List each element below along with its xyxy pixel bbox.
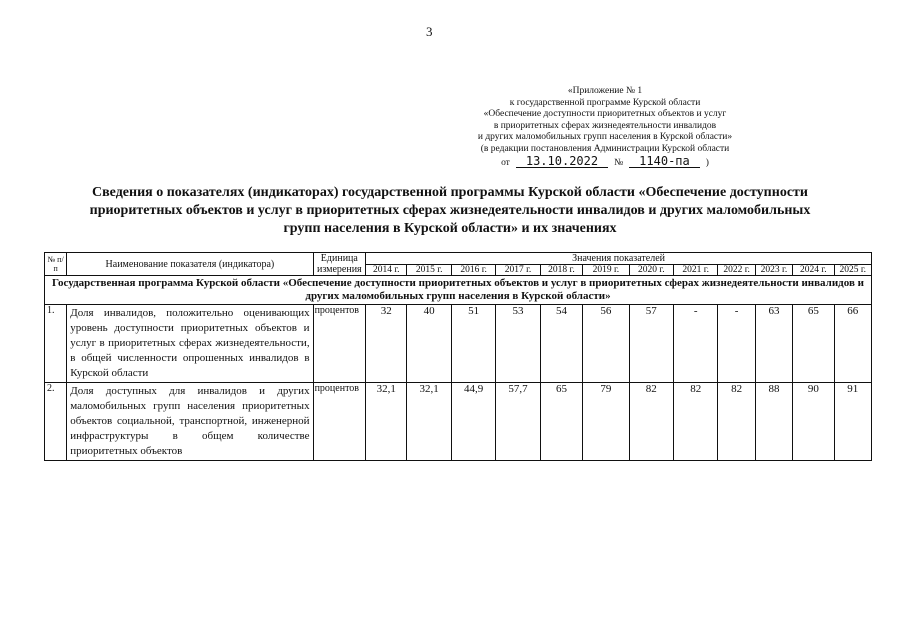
- year-header: 2025 г.: [834, 265, 871, 276]
- page-number: 3: [426, 24, 433, 39]
- indicator-unit: процентов: [313, 383, 366, 461]
- appendix-line: в приоритетных сферах жизнедеятельности инвалидов: [493, 120, 717, 131]
- indicator-value: 32,1: [366, 383, 407, 461]
- year-header: 2014 г.: [366, 265, 407, 276]
- table-row: [45, 305, 872, 383]
- indicator-value: -: [674, 305, 718, 383]
- year-header: 2017 г.: [496, 265, 540, 276]
- resolution-date: 13.10.2022: [516, 155, 608, 168]
- indicator-unit: процентов: [313, 305, 366, 383]
- indicator-value: 65: [793, 305, 834, 383]
- appendix-line: и других маломобильных групп населения в Курской области»: [477, 132, 733, 142]
- title-line: Сведения о показателях (индикаторах) государственной программы Курской области «Обеспечение доступности: [92, 185, 808, 200]
- title-line: групп населения в Курской области» и их значениях: [283, 221, 617, 236]
- resolution-date-line: [440, 155, 770, 170]
- col-header-name: Наименование показателя (индикатора): [67, 253, 313, 276]
- year-header: 2023 г.: [755, 265, 792, 276]
- appendix-block: [440, 86, 770, 170]
- indicator-value: 53: [496, 305, 540, 383]
- year-header: 2020 г.: [629, 265, 673, 276]
- appendix-line: (в редакции постановления Администрации Курской области: [480, 143, 730, 154]
- year-header: 2021 г.: [674, 265, 718, 276]
- date-prefix: от: [501, 158, 510, 168]
- col-header-unit: Единица измерения: [313, 253, 366, 276]
- appendix-line: к государственной программе Курской области: [509, 97, 701, 108]
- row-number: 2.: [45, 383, 67, 461]
- resolution-number: 1140-па: [629, 155, 700, 168]
- document-title: [30, 184, 870, 238]
- indicator-value: 32,1: [407, 383, 451, 461]
- indicator-value: 32: [366, 305, 407, 383]
- indicator-value: 57: [629, 305, 673, 383]
- year-header: 2018 г.: [540, 265, 582, 276]
- indicator-name: Доля инвалидов, положительно оценивающих уровень доступности приоритетных объектов и услуг в приоритетных сферах жизнедеятельности, в общей численности опрошенных инвалидов в Курской области: [67, 305, 313, 383]
- indicator-value: 88: [755, 383, 792, 461]
- indicator-value: 57,7: [496, 383, 540, 461]
- indicators-table: [44, 252, 872, 461]
- row-number: 1.: [45, 305, 67, 383]
- col-header-number: № п/п: [45, 253, 67, 276]
- year-header: 2015 г.: [407, 265, 451, 276]
- indicator-value: 90: [793, 383, 834, 461]
- indicator-value: 44,9: [451, 383, 495, 461]
- indicator-name: Доля доступных для инвалидов и других маломобильных групп населения приоритетных объектов социальной, транспортной, инженерной инфраструктуры в общем количестве приоритетных объектов: [67, 383, 313, 461]
- appendix-line: «Приложение № 1: [567, 86, 643, 96]
- indicator-value: 82: [674, 383, 718, 461]
- indicator-value: 65: [540, 383, 582, 461]
- indicator-value: 51: [451, 305, 495, 383]
- indicator-value: 91: [834, 383, 871, 461]
- table-row: [45, 383, 872, 461]
- year-header: 2022 г.: [718, 265, 755, 276]
- year-header: 2016 г.: [451, 265, 495, 276]
- indicator-value: -: [718, 305, 755, 383]
- year-header: 2024 г.: [793, 265, 834, 276]
- close-paren: ): [705, 158, 709, 168]
- indicator-value: 82: [718, 383, 755, 461]
- col-header-values: Значения показателей: [366, 253, 872, 265]
- indicator-value: 54: [540, 305, 582, 383]
- indicator-value: 79: [583, 383, 629, 461]
- indicator-value: 40: [407, 305, 451, 383]
- indicator-value: 63: [755, 305, 792, 383]
- program-title-row: Государственная программа Курской области «Обеспечение доступности приоритетных объектов и услуг в приоритетных сферах жизнедеятельности инвалидов и других маломобильных групп населения в Курской области»: [45, 276, 872, 305]
- number-prefix: №: [614, 158, 624, 168]
- appendix-line: «Обеспечение доступности приоритетных объектов и услуг: [483, 109, 727, 119]
- indicator-value: 82: [629, 383, 673, 461]
- title-line: приоритетных объектов и услуг в приоритетных сферах жизнедеятельности инвалидов и других маломобильных: [89, 203, 811, 218]
- indicator-value: 66: [834, 305, 871, 383]
- year-header: 2019 г.: [583, 265, 629, 276]
- indicator-value: 56: [583, 305, 629, 383]
